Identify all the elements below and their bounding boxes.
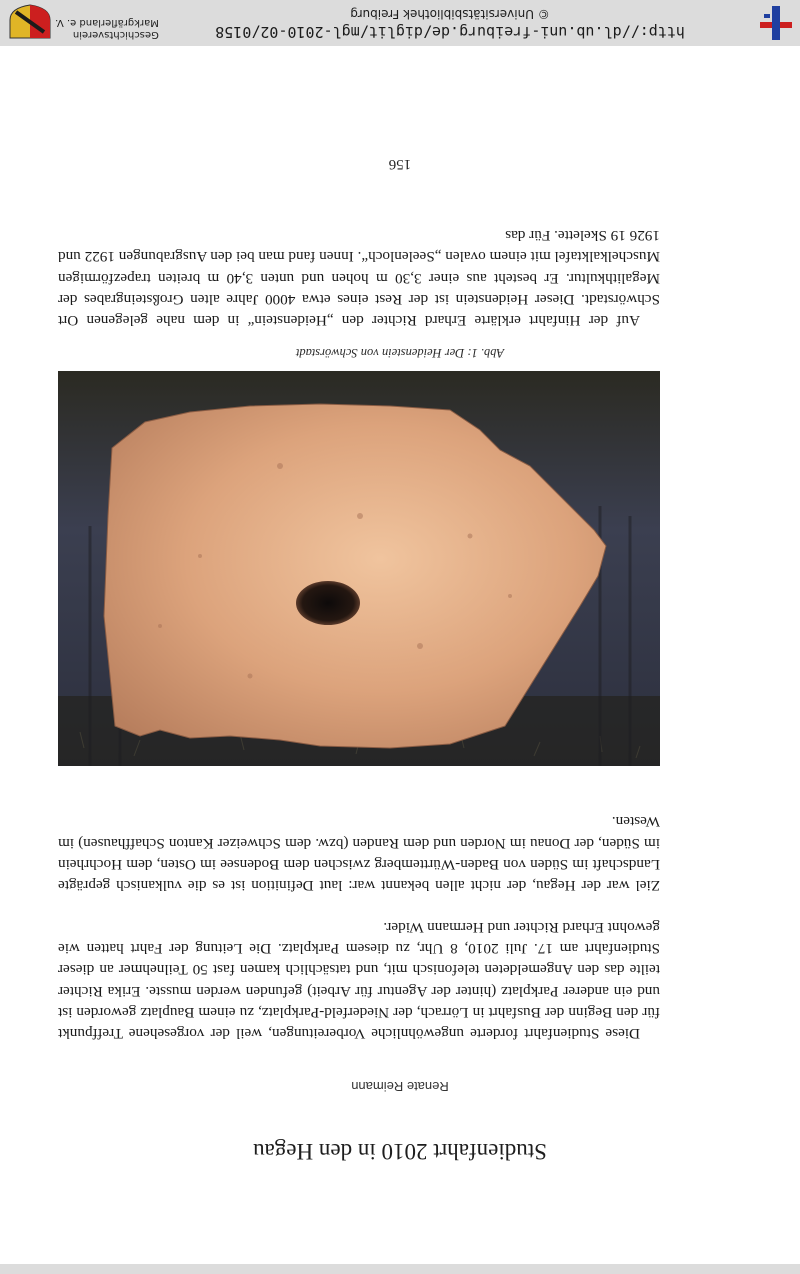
- library-credit: © Universitätsbibliothek Freiburg: [350, 7, 550, 21]
- soul-hole: [296, 581, 360, 625]
- article-title: Studienfahrt 2010 in den Hegau: [253, 1139, 547, 1164]
- library-logo-icon: [758, 4, 794, 42]
- paragraph-1: Diese Studienfahrt forderte ungewöhnliche Vorbereitungen, weil der vorgesehene Treffpunkt für den Beginn der Busfahrt in Lörrach, der Niederfeld-Parkplatz, zu einem Bauplatz geworden ist und ein anderer Parkplatz (hinter der Agentur für Arbeit) gefunden werden musste. Erika Richter teilte das den Angemeldeten telefonisch mit, und tatsächlich kamen fast 50 Teilnehmer an dieser Studienfahrt am 17. Juli 2010, 8 Uhr, zu diesem Parkplatz. Die Leitung der Fahrt hatten wie gewohnt Erhard Richter und Hermann Wider.: [58, 918, 660, 1042]
- society-line-1: Geschichtsverein: [72, 29, 159, 40]
- society-name: [55, 16, 159, 40]
- scanned-page: [0, 46, 800, 1274]
- document-url-link[interactable]: http://dl.ub.uni-freiburg.de/diglit/mgl-2010-02/0158: [215, 23, 685, 41]
- paragraph-3: Auf der Hinfahrt erklärte Erhard Richter den „Heidenstein“ in dem nahe gelegenen Ort Schwörstadt. Dieser Heidenstein ist der Rest eines etwa 4000 Jahre alten Großsteingrabes der Megalithkultur. Er besteht aus einer 3,30 m hohen und unten 3,40 m breiten trapezförmigen Muschelkalktafel mit einem ovalen „Seelenloch“. Innen fand man bei den Ausgrabungen 1922 und 1926 19 Skelette. Für das: [58, 227, 660, 329]
- heidenstein-photo-graphic: [58, 371, 660, 766]
- heidenstein-photo: [58, 371, 660, 766]
- coat-of-arms-icon: [6, 4, 54, 40]
- paragraph-2: Ziel war der Hegau, der nicht allen bekannt war: laut Definition ist es die vulkanisch geprägte Landschaft im Süden von Baden-Württemberg zwischen dem Bodensee im Osten, dem Hochrhein im Süden, der Donau im Norden und dem Randen (bzw. dem Schweizer Kanton Schaffhausen) im Westen.: [58, 813, 660, 894]
- viewer-info-bar: [0, 0, 800, 46]
- article-author: Renate Reimann: [351, 1079, 449, 1094]
- figure-caption: Abb. 1: Der Heidenstein von Schwörstadt: [295, 346, 505, 360]
- society-line-2: Markgräflerland e. V.: [55, 17, 159, 28]
- page-number: 156: [388, 156, 412, 172]
